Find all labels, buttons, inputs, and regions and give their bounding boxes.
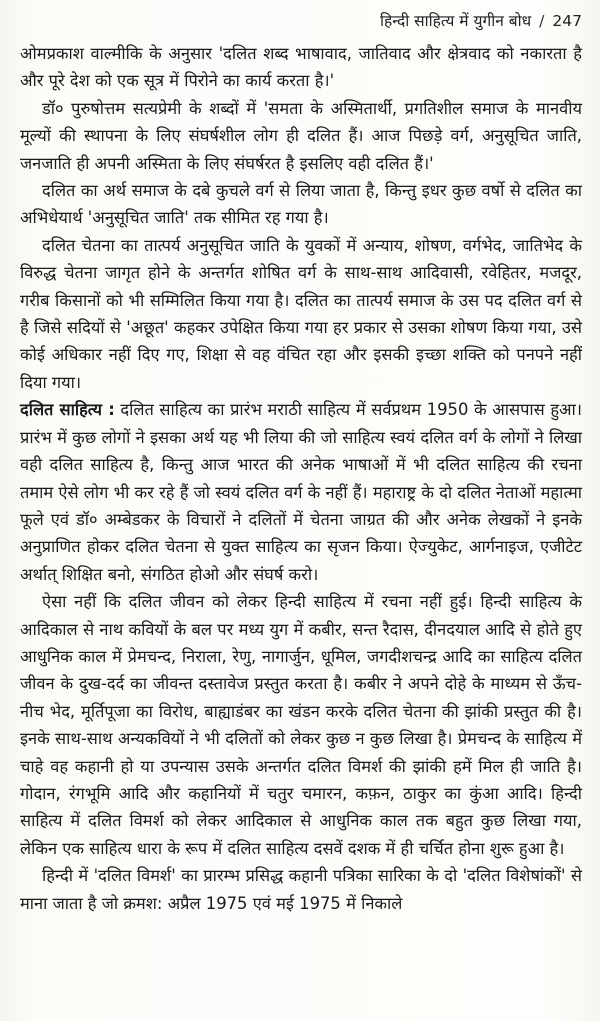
paragraph-6: [20, 588, 582, 862]
paragraph-1: [20, 40, 582, 95]
paragraph-7: [20, 862, 582, 917]
paragraph-text: दलित साहित्य का प्रारंभ मराठी साहित्य में सर्वप्रथम 1950 के आसपास हुआ। प्रारंभ में कुछ लोगों ने इसका अर्थ यह भी लिया की जो साहित्य स्वयं दलित वर्ग के लोगों ने लिखा वही दलित साहित्य है, किन्तु आज भारत की अनेक भाषाओं में भी दलित साहित्य की रचना तमाम ऐसे लोग भी कर रहे हैं जो स्वयं दलित वर्ग के नहीं हैं। महाराष्ट्र के दो दलित नेताओं महात्मा फूले एवं डॉ० अम्बेडकर के विचारों ने दलितों में चेतना जाग्रत की और अनेक लेखकों ने इनके अनुप्राणित होकर दलित चेतना से युक्त साहित्य का सृजन किया। ऐज्युकेट, आर्गनाइज, एजीटेट अर्थात् शिक्षित बनो, संगठित होओ और संघर्ष करो।: [20, 400, 583, 584]
paragraph-text: ऐसा नहीं कि दलित जीवन को लेकर हिन्दी साहित्य में रचना नहीं हुई। हिन्दी साहित्य के आदिकाल से नाथ कवियों के बल पर मध्य युग में कबीर, सन्त रैदास, दीनदयाल आदि से होते हुए आधुनिक काल में प्रेमचन्द, निराला, रेणु, नागार्जुन, धूमिल, जगदीशचन्द्र आदि का साहित्य दलित जीवन के दुख-दर्द का जीवन्त दस्तावेज प्रस्तुत करता है। कबीर ने अपने दोहे के माध्यम से ऊँच-नीच भेद, मूर्तिपूजा का विरोध, बाह्याडंबर का खंडन करके दलित चेतना की झांकी प्रस्तुत की है। इनके साथ-साथ अन्यकवियों ने भी दलितों को लेकर कुछ न कुछ लिखा है। प्रेमचन्द के साहित्य में चाहे वह कहानी हो या उपन्यास उसके अन्तर्गत दलित विमर्श की झांकी हमें मिल ही जाति है। गोदान, रंगभूमि आदि और कहानियों में चतुर चमारन, कफ़न, ठाकुर का कुंआ आदि। हिन्दी साहित्य में दलित विमर्श को लेकर आदिकाल से आधुनिक काल तक बहुत कुछ लिखा गया, लेकिन एक साहित्य धारा के रूप में दलित साहित्य दसवें दशक में ही चर्चित होना शुरू हुआ है।: [20, 592, 582, 858]
paragraph-text: दलित चेतना का तात्पर्य अनुसूचित जाति के युवकों में अन्याय, शोषण, वर्गभेद, जातिभेद के विरुद्ध चेतना जागृत होने के अन्तर्गत शोषित वर्ग के साथ-साथ आदिवासी, रवेहितर, मजदूर, गरीब किसानों को भी सम्मिलित किया गया है। दलित का तात्पर्य समाज के उस पद दलित वर्ग से है जिसे सदियों से 'अछूत' कहकर उपेक्षित किया गया हर प्रकार से उसका शोषण किया गया, उसे कोई अधिकार नहीं दिए गए, शिक्षा से वह वंचित रहा और इसकी इच्छा शक्ति को पनपने नहीं दिया गया।: [20, 235, 582, 392]
body-text: [20, 40, 582, 917]
paragraph-3: [20, 177, 582, 232]
book-title: हिन्दी साहित्य में युगीन बोध: [379, 12, 532, 30]
paragraph-2: [20, 95, 582, 177]
running-header: [20, 8, 582, 34]
paragraph-5: [20, 396, 582, 588]
header-separator: /: [539, 12, 545, 30]
paragraph-text: हिन्दी में 'दलित विमर्श' का प्रारम्भ प्रसिद्ध कहानी पत्रिका सारिका के दो 'दलित विशेषांकों' से माना जाता है जो क्रमश: अप्रैल 1975 एवं मई 1975 में निकाले: [20, 866, 582, 913]
section-heading: दलित साहित्य :: [20, 400, 115, 420]
paragraph-text: डॉ० पुरुषोत्तम सत्यप्रेमी के शब्दों में 'समता के अस्मितार्थी, प्रगतिशील समाज के मानवीय मूल्यों की स्थापना के लिए संघर्षशील लोग ही दलित हैं। आज पिछड़े वर्ग, अनुसूचित जाति, जनजाति ही अपनी अस्मिता के लिए संघर्षरत है इसलिए वही दलित हैं।': [20, 98, 582, 173]
paragraph-4: [20, 232, 582, 396]
paragraph-text: ओमप्रकाश वाल्मीकि के अनुसार 'दलित शब्द भाषावाद, जातिवाद और क्षेत्रवाद को नकारता है और पूरे देश को एक सूत्र में पिरोने का कार्य करता है।': [20, 44, 582, 91]
paragraph-text: दलित का अर्थ समाज के दबे कुचले वर्ग से लिया जाता है, किन्तु इधर कुछ वर्षो से दलित का अभिधेयार्थ 'अनुसूचित जाति' तक सीमित रह गया है।: [20, 181, 582, 228]
page-number: 247: [552, 12, 582, 30]
